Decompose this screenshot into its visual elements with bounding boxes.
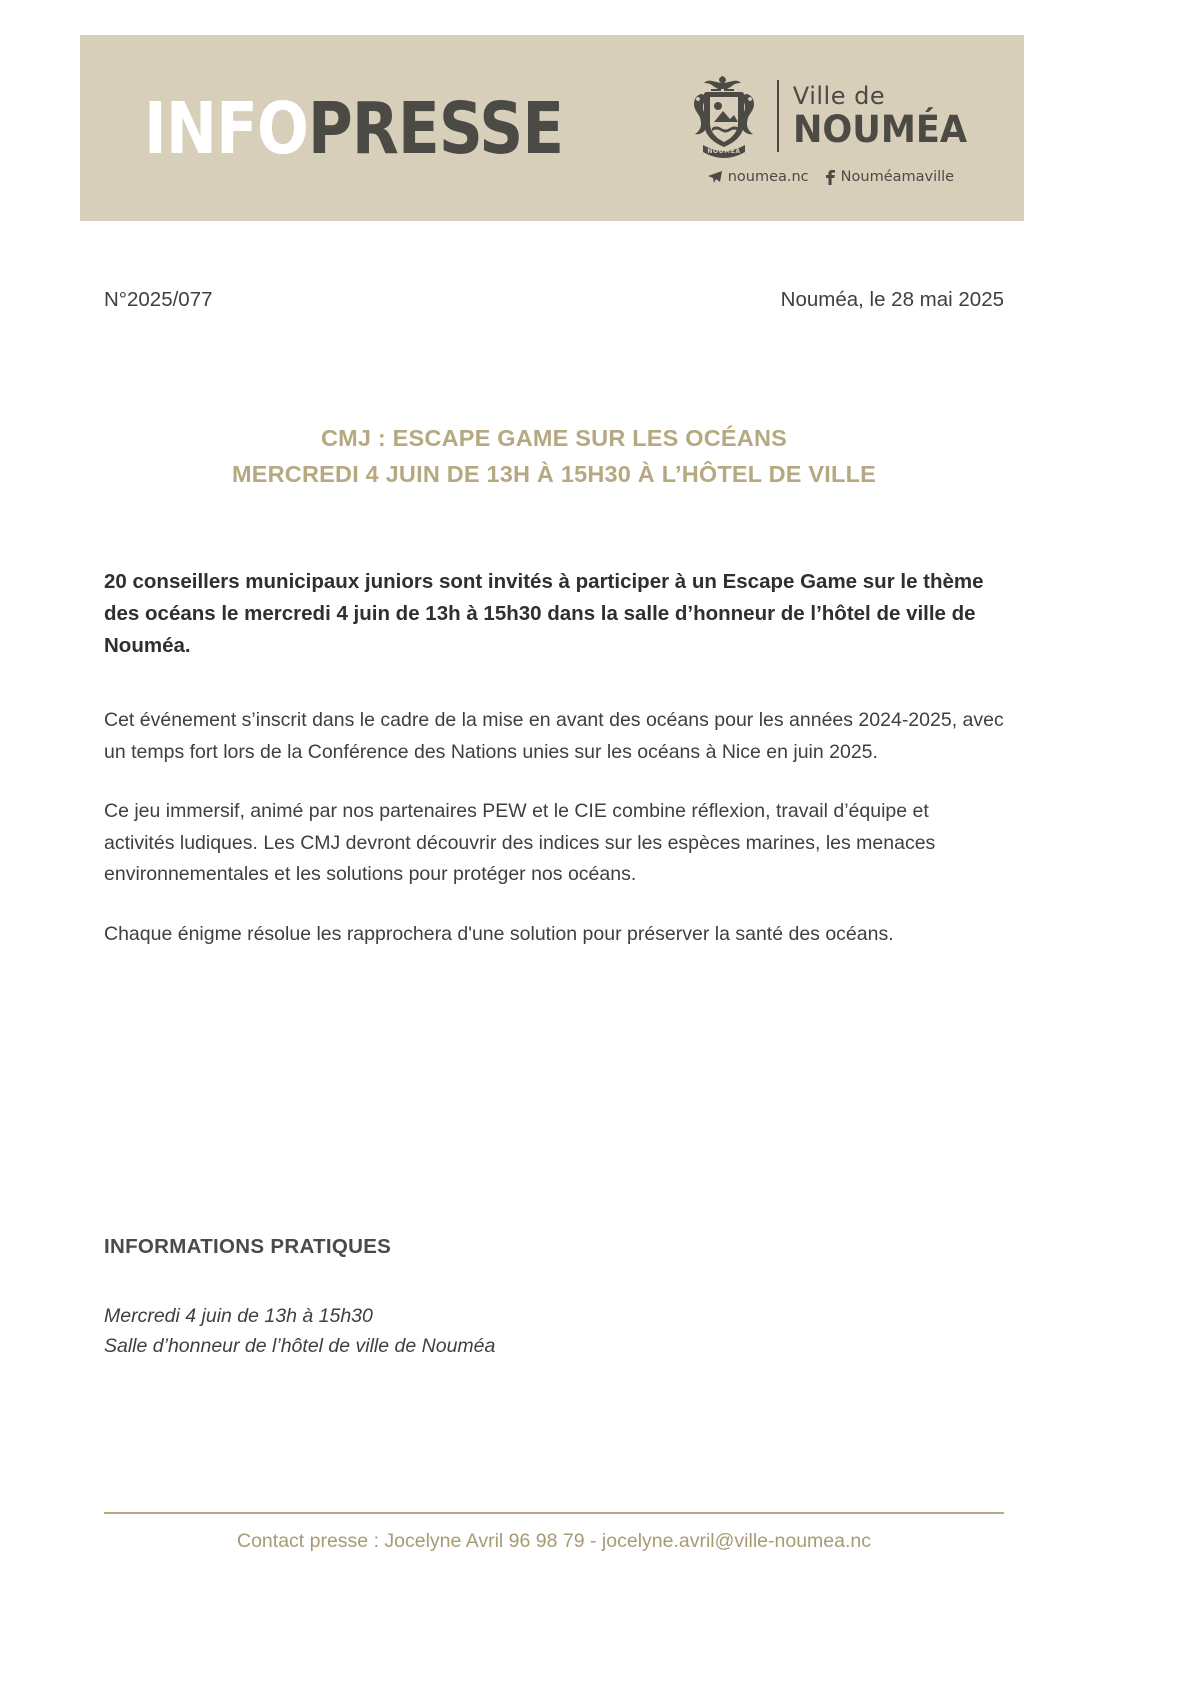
document-place-date: Nouméa, le 28 mai 2025 bbox=[780, 288, 1004, 311]
logo-main-row bbox=[685, 72, 976, 160]
logo-ville-de-label: Ville de bbox=[792, 81, 886, 110]
practical-info-section bbox=[104, 1235, 1004, 1361]
logo-divider bbox=[777, 80, 779, 152]
practical-info-details bbox=[104, 1301, 1004, 1361]
logo-noumea-label: NOUMÉA bbox=[792, 107, 967, 151]
lead-paragraph: 20 conseillers municipaux juniors sont invités à participer à un Escape Game sur le thème des océans le mercredi 4 juin de 13h à 15h30 dans la salle d’honneur de l’hôtel de ville de Nouméa. bbox=[104, 570, 984, 657]
body-paragraph-1: Cet événement s’inscrit dans le cadre de la mise en avant des océans pour les années 2024-2025, avec un temps fort lors de la Conférence des Nations unies sur les océans à Nice en juin 2025. bbox=[104, 709, 1004, 763]
page-title-line-1: CMJ : ESCAPE GAME SUR LES OCÉANS bbox=[320, 425, 787, 451]
document-reference: N°2025/077 bbox=[104, 288, 213, 311]
wordmark-info: INFO bbox=[144, 86, 309, 170]
footer-divider bbox=[104, 1512, 1004, 1514]
body-paragraph-2: Ce jeu immersif, animé par nos partenaires PEW et le CIE combine réflexion, travail d’équipe et activités ludiques. Les CMJ devront découvrir des indices sur les espèces marines, les menaces environnementales et les solutions pour protéger nos océans. bbox=[104, 800, 936, 886]
document-meta-row bbox=[104, 288, 1004, 312]
footer-contact: Contact presse : Jocelyne Avril 96 98 79 - jocelyne.avril@ville-noumea.nc bbox=[237, 1530, 871, 1552]
svg-text:NOUMEA: NOUMEA bbox=[707, 147, 741, 155]
website-handle-label: noumea.nc bbox=[727, 168, 809, 185]
page-title-line-2: MERCREDI 4 JUIN DE 13H À 15H30 À L’HÔTEL DE VILLE bbox=[231, 461, 876, 488]
infopresse-wordmark bbox=[144, 86, 564, 170]
facebook-icon bbox=[825, 169, 836, 185]
header-band bbox=[80, 35, 1024, 221]
ville-de-noumea-logo bbox=[685, 72, 976, 185]
coat-of-arms-icon bbox=[685, 72, 763, 160]
facebook-handle-label: Nouméamaville bbox=[840, 168, 955, 185]
facebook-handle[interactable] bbox=[825, 169, 954, 185]
website-handle[interactable] bbox=[707, 169, 809, 185]
paper-plane-icon bbox=[707, 170, 723, 184]
wordmark-presse: PRESSE bbox=[308, 86, 564, 170]
practical-info-venue: Salle d’honneur de l’hôtel de ville de Nouméa bbox=[104, 1335, 496, 1358]
practical-info-schedule: Mercredi 4 juin de 13h à 15h30 bbox=[104, 1305, 373, 1327]
logo-text bbox=[792, 81, 976, 151]
page-title bbox=[104, 420, 1004, 493]
body-content bbox=[104, 705, 1004, 950]
body-paragraph-3: Chaque énigme résolue les rapprochera d'une solution pour préserver la santé des océans. bbox=[104, 922, 894, 945]
practical-info-heading: INFORMATIONS PRATIQUES bbox=[104, 1235, 392, 1258]
logo-social-row bbox=[707, 169, 954, 185]
